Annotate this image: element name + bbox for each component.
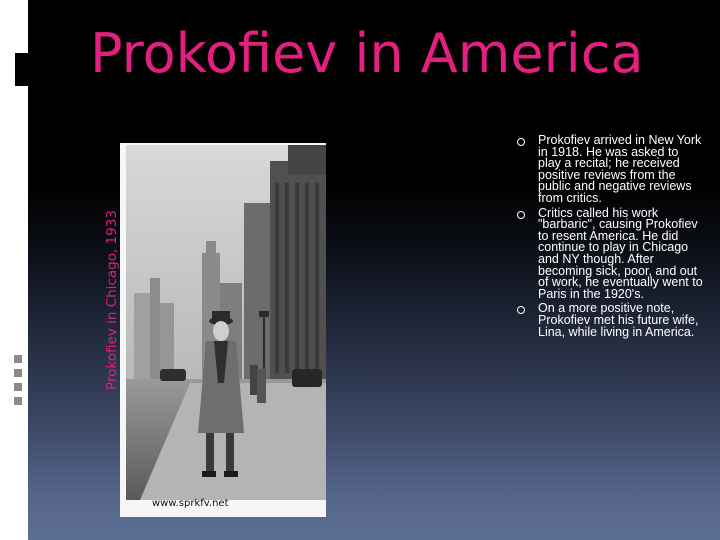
accent-squares xyxy=(14,355,28,411)
accent-square xyxy=(14,369,22,377)
bullet-text: On a more positive note, Prokofiev met his future wife, Lina, while living in America. xyxy=(538,301,699,339)
bullet-circle-icon xyxy=(517,306,525,314)
photo-credit: www.sprkfv.net xyxy=(152,498,229,509)
bullet-item xyxy=(517,303,703,338)
accent-square xyxy=(14,397,22,405)
bullet-text: Critics called his work "barbaric", causing Prokofiev to resent America. He did continue to play in Chicago and NY though. After becoming sick, poor, and out of work, he eventually went to Paris in the 1920's. xyxy=(538,205,703,301)
historical-photo xyxy=(120,143,326,517)
bullet-list xyxy=(517,135,703,338)
title-marker xyxy=(15,53,33,86)
accent-square xyxy=(14,383,22,391)
bullet-circle-icon xyxy=(517,211,525,219)
chicago-street-photo xyxy=(120,143,326,517)
photo-caption: Prokofiev in Chicago, 1933 xyxy=(104,210,120,390)
accent-square xyxy=(14,355,22,363)
bullet-item xyxy=(517,135,703,205)
bullet-circle-icon xyxy=(517,138,525,146)
bullet-text: Prokofiev arrived in New York in 1918. He was asked to play a recital; he received positive reviews from the public and negative reviews from critics. xyxy=(538,133,702,205)
slide-title: Prokofiev in America xyxy=(90,22,644,85)
bullet-item xyxy=(517,205,703,301)
